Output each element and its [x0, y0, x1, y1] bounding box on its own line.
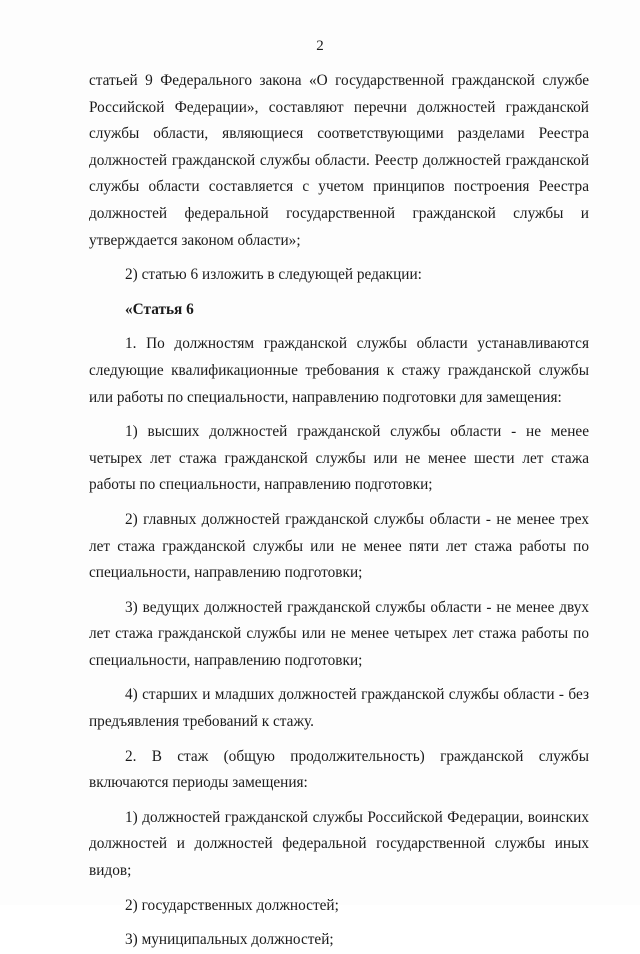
paragraph-clause-1: 1. По должностям гражданской службы области устанавливаются следующие квалификационные требования к стажу гражданской службы или работы по специальности, направлению подготовки для замещения: — [89, 335, 589, 406]
article-heading: «Статья 6 — [125, 300, 194, 318]
page-number: 2 — [316, 38, 324, 54]
paragraph-amendment-2: 2) статью 6 изложить в следующей редакции: — [125, 266, 422, 284]
paragraph-clause-2: 2. В стаж (общую продолжительность) гражданской службы включаются периоды замещения: — [89, 747, 589, 792]
paragraph-item-3: 3) ведущих должностей гражданской службы области - не менее двух лет стажа гражданской службы или не менее четырех лет стажа работы по специальности, направлению подготовки; — [89, 598, 589, 669]
paragraph-continuation: статьей 9 Федерального закона «О государственной гражданской службе Российской Федерации», составляют перечни должностей гражданской службы области, являющиеся соответствующими разделами Реестра должностей гражданской службы области. Реестр должностей гражданской службы области составляется с учетом принципов построения Реестра должностей федеральной государственной гражданской службы и утверждается законом области»; — [89, 72, 589, 249]
paragraph-period-3: 3) муниципальных должностей; — [125, 931, 334, 949]
paragraph-period-2: 2) государственных должностей; — [125, 896, 339, 914]
paragraph-item-1: 1) высших должностей гражданской службы области - не менее четырех лет стажа гражданской службы или не менее шести лет стажа работы по специальности, направлению подготовки; — [89, 423, 589, 494]
paragraph-period-1: 1) должностей гражданской службы Российской Федерации, воинских должностей и должностей федеральной государственной службы иных видов; — [89, 808, 589, 880]
paragraph-item-2: 2) главных должностей гражданской службы области - не менее трех лет стажа гражданской службы или не менее пяти лет стажа работы по специальности, направлению подготовки; — [89, 510, 589, 582]
paragraph-item-4: 4) старших и младших должностей гражданской службы области - без предъявления требований к стажу. — [89, 686, 589, 731]
document-body — [89, 68, 589, 954]
